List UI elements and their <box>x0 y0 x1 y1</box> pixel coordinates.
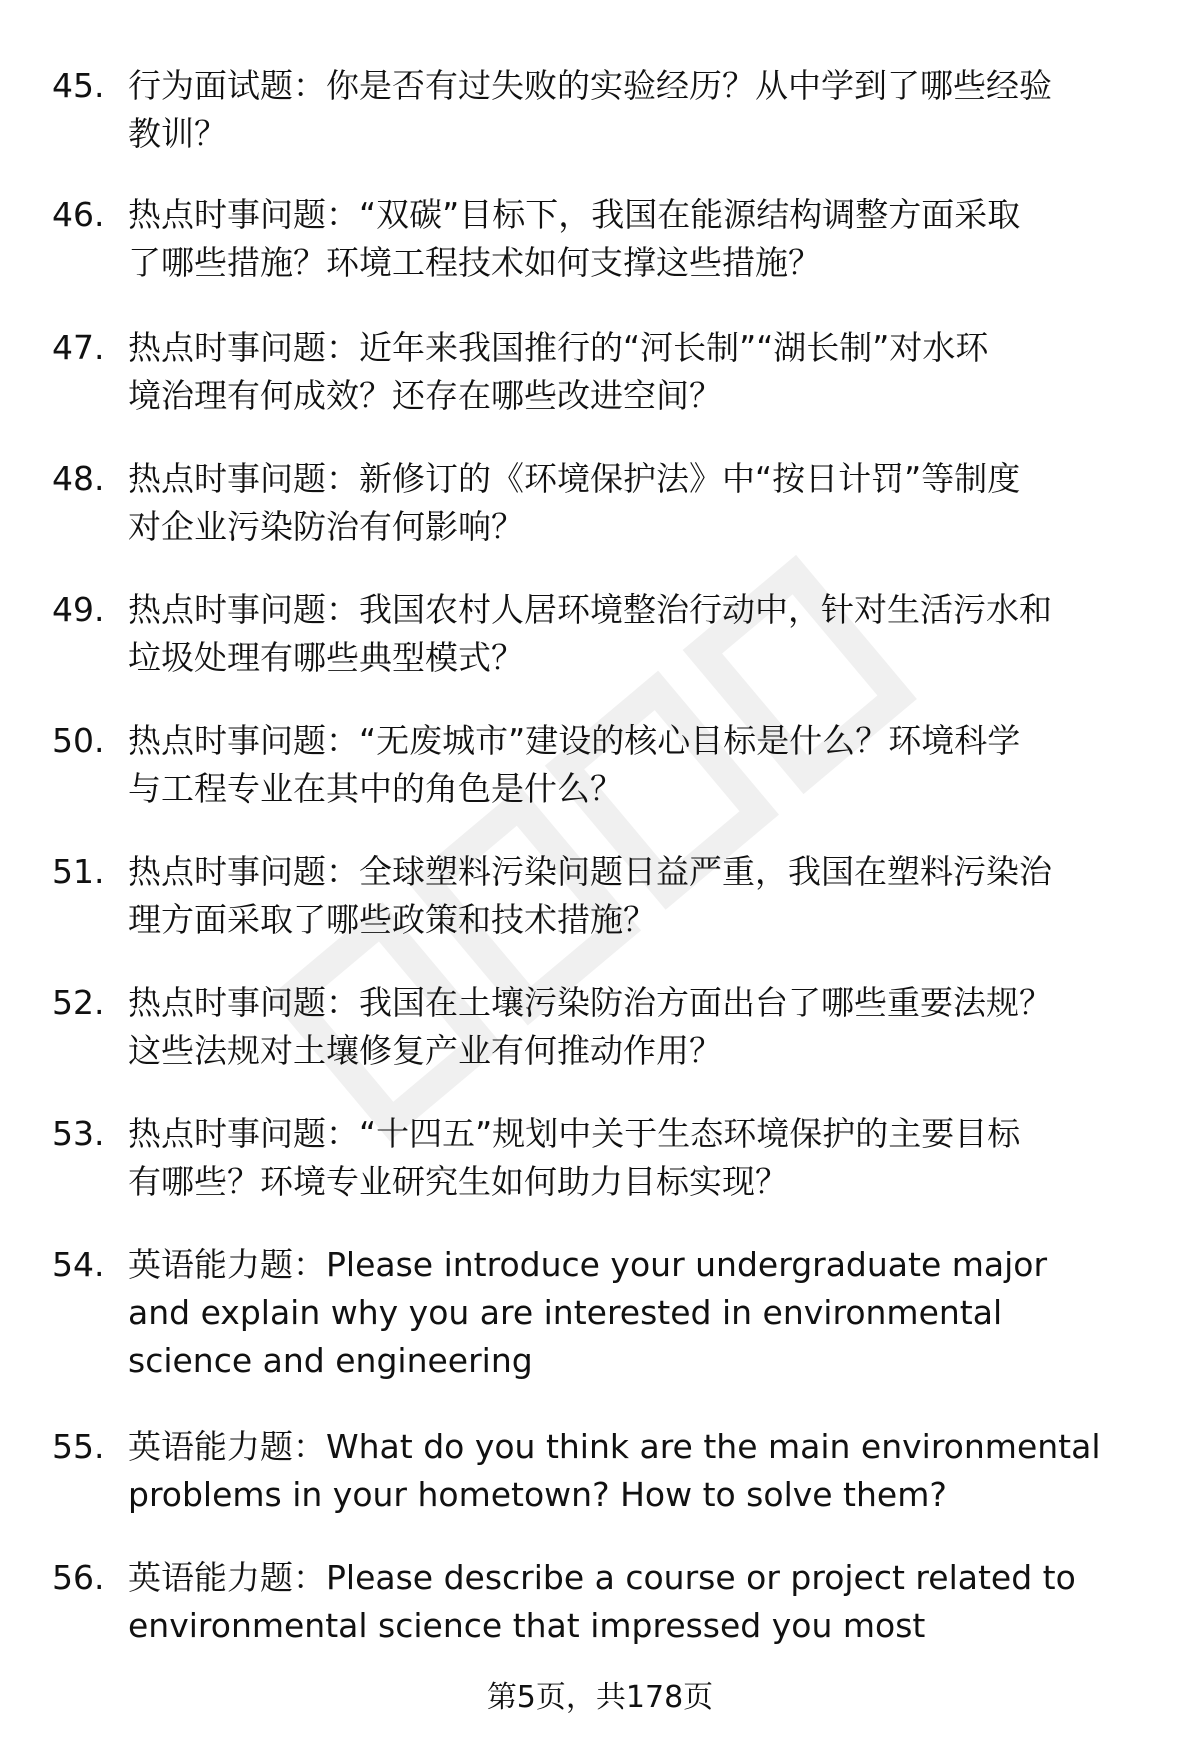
watermark-graphic <box>180 480 1080 1180</box>
question-text <box>128 1241 1047 1385</box>
question-number: 47. <box>52 328 105 367</box>
question-text <box>128 979 1052 1075</box>
question-text <box>128 717 1020 813</box>
question-text-line: 热点时事问题：“双碳”目标下，我国在能源结构调整方面采取 <box>128 195 1021 234</box>
question-number: 46. <box>52 195 105 234</box>
question-number: 54. <box>52 1245 105 1284</box>
question-number: 55. <box>52 1427 105 1466</box>
question-text-line: 境治理有何成效？还存在哪些改进空间？ <box>128 376 722 415</box>
question-text-line: 热点时事问题：新修订的《环境保护法》中“按日计罚”等制度 <box>128 459 1021 498</box>
question-number: 49. <box>52 590 105 629</box>
question-text-line: 热点时事问题：我国在土壤污染防治方面出台了哪些重要法规？ <box>128 983 1052 1022</box>
question-text-line: 有哪些？环境专业研究生如何助力目标实现？ <box>128 1162 788 1201</box>
question-text <box>128 62 1052 158</box>
question-text-line: 与工程专业在其中的角色是什么？ <box>128 769 623 808</box>
question-text <box>128 191 1020 287</box>
question-text-line: 教训？ <box>128 114 227 153</box>
question-number: 51. <box>52 852 105 891</box>
question-text-line: 热点时事问题：全球塑料污染问题日益严重，我国在塑料污染治 <box>128 852 1052 891</box>
question-text-line: 热点时事问题：近年来我国推行的“河长制”“湖长制”对水环 <box>128 328 989 367</box>
question-text <box>128 586 1052 682</box>
question-text-line: 垃圾处理有哪些典型模式？ <box>128 638 524 677</box>
question-text <box>128 1110 1020 1206</box>
question-text-line: 英语能力题：Please introduce your undergraduate major <box>128 1245 1048 1284</box>
question-text-line: 理方面采取了哪些政策和技术措施？ <box>128 900 656 939</box>
question-number: 45. <box>52 66 105 105</box>
question-text-line: problems in your hometown? How to solve them? <box>128 1475 947 1514</box>
page-number-footer: 第5页，共178页 <box>486 1680 714 1715</box>
question-number: 56. <box>52 1558 105 1597</box>
question-number: 52. <box>52 983 105 1022</box>
question-text-line: 英语能力题：What do you think are the main environmental <box>128 1427 1101 1466</box>
question-text <box>128 324 988 420</box>
question-text-line: 热点时事问题：“十四五”规划中关于生态环境保护的主要目标 <box>128 1114 1021 1153</box>
question-number: 48. <box>52 459 105 498</box>
question-text-line: 热点时事问题：“无废城市”建设的核心目标是什么？环境科学 <box>128 721 1021 760</box>
question-text-line: 对企业污染防治有何影响？ <box>128 507 524 546</box>
question-text-line: 这些法规对土壤修复产业有何推动作用？ <box>128 1031 722 1070</box>
question-text-line: 了哪些措施？环境工程技术如何支撑这些措施？ <box>128 243 821 282</box>
question-text-line: and explain why you are interested in environmental <box>128 1293 1003 1332</box>
question-text <box>128 1423 1101 1519</box>
question-text <box>128 455 1020 551</box>
question-text-line: 英语能力题：Please describe a course or project related to <box>128 1558 1076 1597</box>
question-text-line: environmental science that impressed you most <box>128 1606 926 1645</box>
question-text-line: 热点时事问题：我国农村人居环境整治行动中，针对生活污水和 <box>128 590 1052 629</box>
question-number: 50. <box>52 721 105 760</box>
question-text-line: 行为面试题：你是否有过失败的实验经历？从中学到了哪些经验 <box>128 66 1052 105</box>
question-number: 53. <box>52 1114 105 1153</box>
question-text-line: science and engineering <box>128 1341 533 1380</box>
question-text <box>128 848 1052 944</box>
question-text <box>128 1554 1076 1650</box>
